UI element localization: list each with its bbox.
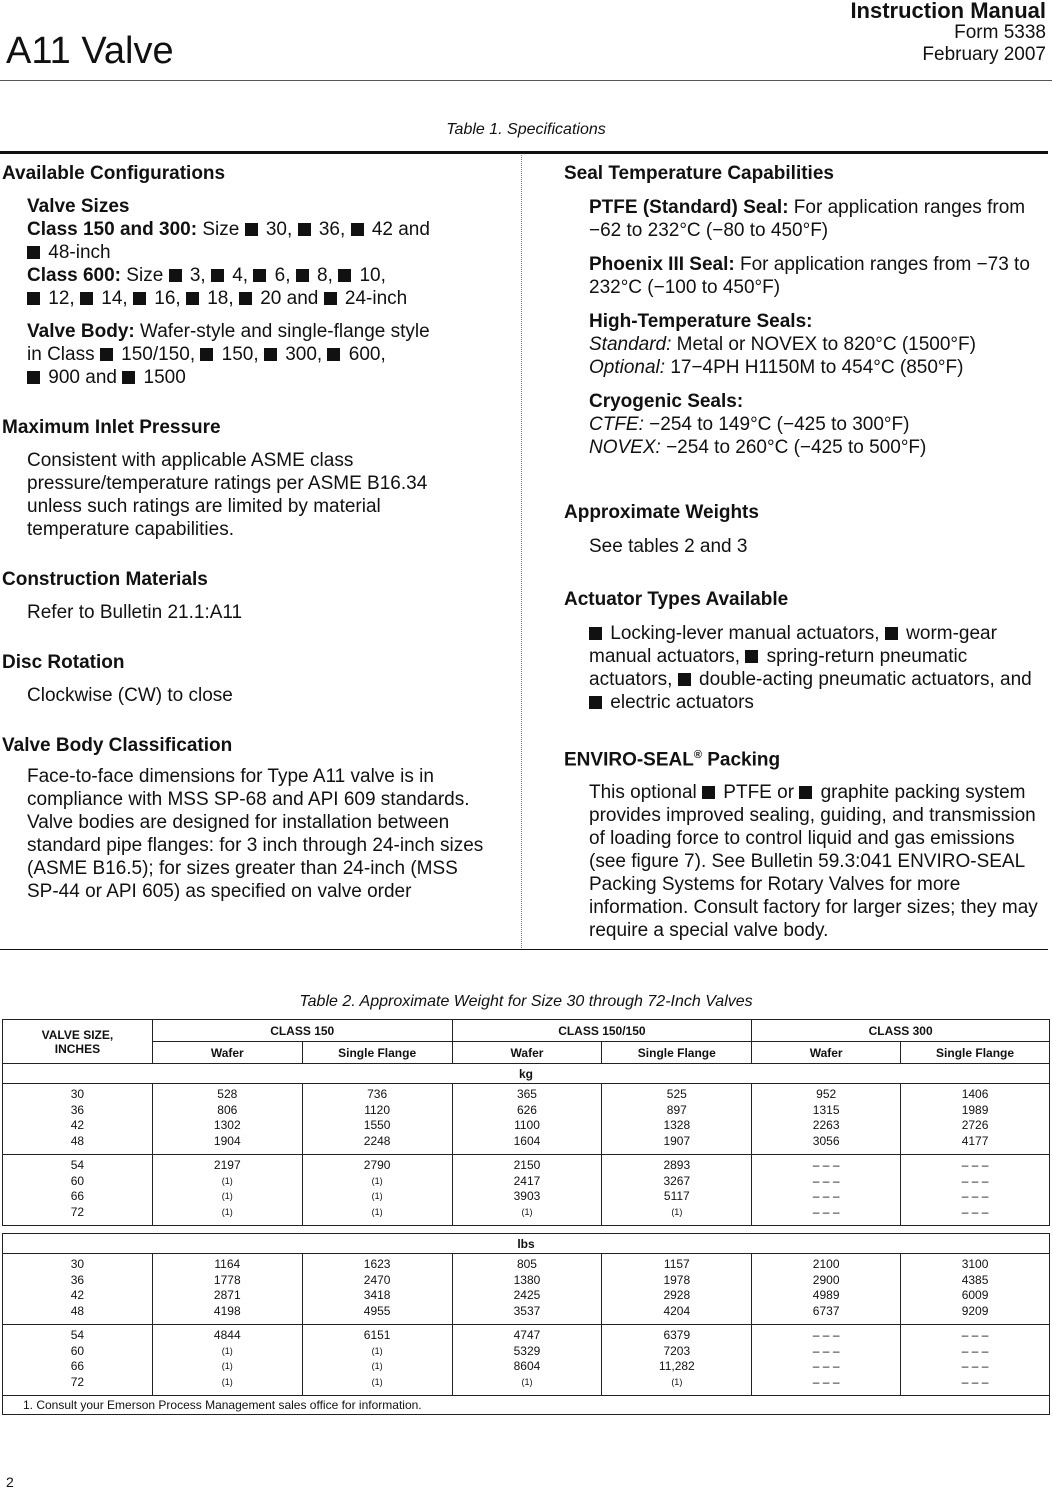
unit-row bbox=[3, 1234, 1050, 1254]
unit-label: kg bbox=[3, 1064, 1050, 1084]
weight-cell: 1623 2470 3418 4955 bbox=[302, 1254, 452, 1325]
actuator-types-text: Locking-lever manual actuators, worm-gear manual actuators, spring-return pneumatic actuators, double-acting pneumatic actuators, and electric actuators bbox=[589, 623, 1032, 713]
weight-cell: – – – – – – – – – – – – bbox=[901, 1155, 1050, 1226]
weight-cell: 6379 7203 11,282 (1) bbox=[602, 1325, 752, 1396]
subheader: Wafer bbox=[752, 1042, 901, 1064]
table1-column-divider bbox=[521, 155, 522, 948]
table-row bbox=[3, 1325, 1050, 1396]
construction-text: Refer to Bulletin 21.1:A11 bbox=[27, 602, 243, 623]
checkbox-icon bbox=[27, 292, 40, 305]
body-class-text-2: Valve bodies are designed for installation between standard pipe flanges: for 3 inch through 24-inch sizes (ASME B16.5); for sizes greater than 24-inch (MSS SP-44 or API 605) as specified on valve order bbox=[27, 812, 484, 902]
unit-row bbox=[3, 1064, 1050, 1084]
high-temp-seal-spec: High-Temperature Seals: Standard: Metal or NOVEX to 820°C (1500°F) Optional: 17−4PH H1150M to 454°C (850°F) bbox=[589, 311, 976, 378]
form-number: Form 5338 bbox=[954, 22, 1046, 43]
weight-table bbox=[2, 1019, 1050, 1396]
heading-max-inlet-pressure: Maximum Inlet Pressure bbox=[2, 417, 221, 438]
checkbox-icon bbox=[100, 348, 113, 361]
weight-cell: 952 1315 2263 3056 bbox=[752, 1084, 901, 1155]
table1-caption: Table 1. Specifications bbox=[446, 121, 606, 138]
checkbox-icon bbox=[745, 650, 758, 663]
table1-top-rule bbox=[0, 151, 1048, 154]
disc-rotation-text: Clockwise (CW) to close bbox=[27, 685, 233, 706]
checkbox-icon bbox=[296, 269, 309, 282]
weight-cell: 6151 (1) (1) (1) bbox=[302, 1325, 452, 1396]
manual-label: Instruction Manual bbox=[850, 0, 1046, 23]
weight-cell: 2790 (1) (1) (1) bbox=[302, 1155, 452, 1226]
document-info bbox=[850, 0, 1046, 66]
max-inlet-text: Consistent with applicable ASME class pressure/temperature ratings per ASME B16.34 unless such ratings are limited by material temperature capabilities. bbox=[27, 450, 428, 540]
weight-cell: 525 897 1328 1907 bbox=[602, 1084, 752, 1155]
heading-available-configurations: Available Configurations bbox=[2, 163, 226, 184]
table1-left-column bbox=[2, 162, 494, 903]
heading-enviro-seal: ENVIRO-SEAL® Packing bbox=[564, 749, 781, 771]
weight-cell: 1157 1978 2928 4204 bbox=[602, 1254, 752, 1325]
weight-cell: – – – – – – – – – – – – bbox=[901, 1325, 1050, 1396]
weights-text: See tables 2 and 3 bbox=[589, 536, 748, 557]
weight-cell: 1164 1778 2871 4198 bbox=[152, 1254, 302, 1325]
size-header: VALVE SIZE, INCHES bbox=[3, 1020, 153, 1064]
heading-valve-body-classification: Valve Body Classification bbox=[2, 735, 233, 756]
checkbox-icon bbox=[885, 627, 898, 640]
checkbox-icon bbox=[351, 223, 364, 236]
size-cell: 54 60 66 72 bbox=[3, 1325, 153, 1396]
heading-disc-rotation: Disc Rotation bbox=[2, 652, 125, 673]
weight-cell: 4844 (1) (1) (1) bbox=[152, 1325, 302, 1396]
weight-cell: 3100 4385 6009 9209 bbox=[901, 1254, 1050, 1325]
phoenix-seal-spec: Phoenix III Seal: For application ranges from −73 to 232°C (−100 to 450°F) bbox=[589, 254, 1030, 298]
checkbox-icon bbox=[589, 696, 602, 709]
class600-sizes: Class 600: Size 3, 4, 6, 8, 10, 12, 14, 16, 18, 20 and 24-inch bbox=[27, 265, 408, 309]
table-row bbox=[3, 1084, 1050, 1155]
checkbox-icon bbox=[200, 348, 213, 361]
weight-cell: 4747 5329 8604 (1) bbox=[452, 1325, 602, 1396]
checkbox-icon bbox=[702, 786, 715, 799]
document-title: A11 Valve bbox=[6, 30, 174, 72]
table2-caption: Table 2. Approximate Weight for Size 30 through 72-Inch Valves bbox=[299, 993, 753, 1010]
subheader: Wafer bbox=[452, 1042, 602, 1064]
weight-cell: 1406 1989 2726 4177 bbox=[901, 1084, 1050, 1155]
valve-body-styles: Valve Body: Wafer-style and single-flange style in Class 150/150, 150, 300, 600, 900 and 1500 bbox=[27, 321, 430, 388]
publish-date: February 2007 bbox=[922, 44, 1046, 65]
checkbox-icon bbox=[245, 223, 258, 236]
weight-cell: 736 1120 1550 2248 bbox=[302, 1084, 452, 1155]
checkbox-icon bbox=[27, 246, 40, 259]
weight-cell: 365 626 1100 1604 bbox=[452, 1084, 602, 1155]
checkbox-icon bbox=[589, 627, 602, 640]
cryogenic-seal-spec: Cryogenic Seals: CTFE: −254 to 149°C (−425 to 300°F) NOVEX: −254 to 260°C (−425 to 500°F) bbox=[589, 391, 927, 458]
weight-cell: 2150 2417 3903 (1) bbox=[452, 1155, 602, 1226]
size-cell: 30 36 42 48 bbox=[3, 1084, 153, 1155]
size-cell: 30 36 42 48 bbox=[3, 1254, 153, 1325]
subheader: Single Flange bbox=[602, 1042, 752, 1064]
table2-footnote: 1. Consult your Emerson Process Management sales office for information. bbox=[2, 1396, 1050, 1415]
checkbox-icon bbox=[338, 269, 351, 282]
subheader: Wafer bbox=[152, 1042, 302, 1064]
checkbox-icon bbox=[324, 292, 337, 305]
body-class-text-1: Face-to-face dimensions for Type A11 valve is in compliance with MSS SP-68 and API 609 standards. bbox=[27, 766, 470, 810]
weight-cell: – – – – – – – – – – – – bbox=[752, 1155, 901, 1226]
valve-sizes-label: Valve Sizes bbox=[27, 196, 130, 217]
checkbox-icon bbox=[239, 292, 252, 305]
heading-actuator-types: Actuator Types Available bbox=[564, 589, 789, 610]
heading-approximate-weights: Approximate Weights bbox=[564, 502, 759, 523]
checkbox-icon bbox=[169, 269, 182, 282]
checkbox-icon bbox=[799, 786, 812, 799]
subheader: Single Flange bbox=[302, 1042, 452, 1064]
subheader: Single Flange bbox=[901, 1042, 1050, 1064]
weight-cell: – – – – – – – – – – – – bbox=[752, 1325, 901, 1396]
checkbox-icon bbox=[80, 292, 93, 305]
checkbox-icon bbox=[122, 371, 135, 384]
table-row bbox=[3, 1254, 1050, 1325]
checkbox-icon bbox=[678, 673, 691, 686]
enviro-seal-text: This optional PTFE or graphite packing system provides improved sealing, guiding, and transmission of loading force to control liquid and gas emissions (see figure 7). See Bulletin 59.3:041 ENVIRO-SEAL Packing Systems for Rotary Valves for more information. Consult factory for larger sizes; they may require a special valve body. bbox=[589, 782, 1038, 942]
unit-label: lbs bbox=[3, 1234, 1050, 1254]
heading-construction-materials: Construction Materials bbox=[2, 569, 208, 590]
checkbox-icon bbox=[264, 348, 277, 361]
checkbox-icon bbox=[253, 269, 266, 282]
checkbox-icon bbox=[186, 292, 199, 305]
weight-cell: 2197 (1) (1) (1) bbox=[152, 1155, 302, 1226]
class-header: CLASS 150 bbox=[152, 1020, 452, 1042]
weight-cell: 2100 2900 4989 6737 bbox=[752, 1254, 901, 1325]
checkbox-icon bbox=[298, 223, 311, 236]
checkbox-icon bbox=[211, 269, 224, 282]
weight-cell: 2893 3267 5117 (1) bbox=[602, 1155, 752, 1226]
size-cell: 54 60 66 72 bbox=[3, 1155, 153, 1226]
weight-cell: 528 806 1302 1904 bbox=[152, 1084, 302, 1155]
weight-cell: 805 1380 2425 3537 bbox=[452, 1254, 602, 1325]
table1-bottom-rule bbox=[0, 949, 1048, 950]
checkbox-icon bbox=[327, 348, 340, 361]
class-header: CLASS 150/150 bbox=[452, 1020, 752, 1042]
table1-right-column bbox=[564, 162, 1050, 942]
checkbox-icon bbox=[27, 371, 40, 384]
class150-sizes: Class 150 and 300: Size 30, 36, 42 and 48-inch bbox=[27, 219, 430, 263]
page-number: 2 bbox=[6, 1474, 14, 1490]
table-row bbox=[3, 1155, 1050, 1226]
checkbox-icon bbox=[133, 292, 146, 305]
header-rule bbox=[0, 80, 1052, 81]
heading-seal-temperature: Seal Temperature Capabilities bbox=[564, 163, 834, 184]
ptfe-seal-spec: PTFE (Standard) Seal: For application ranges from −62 to 232°C (−80 to 450°F) bbox=[589, 197, 1026, 241]
class-header: CLASS 300 bbox=[752, 1020, 1050, 1042]
